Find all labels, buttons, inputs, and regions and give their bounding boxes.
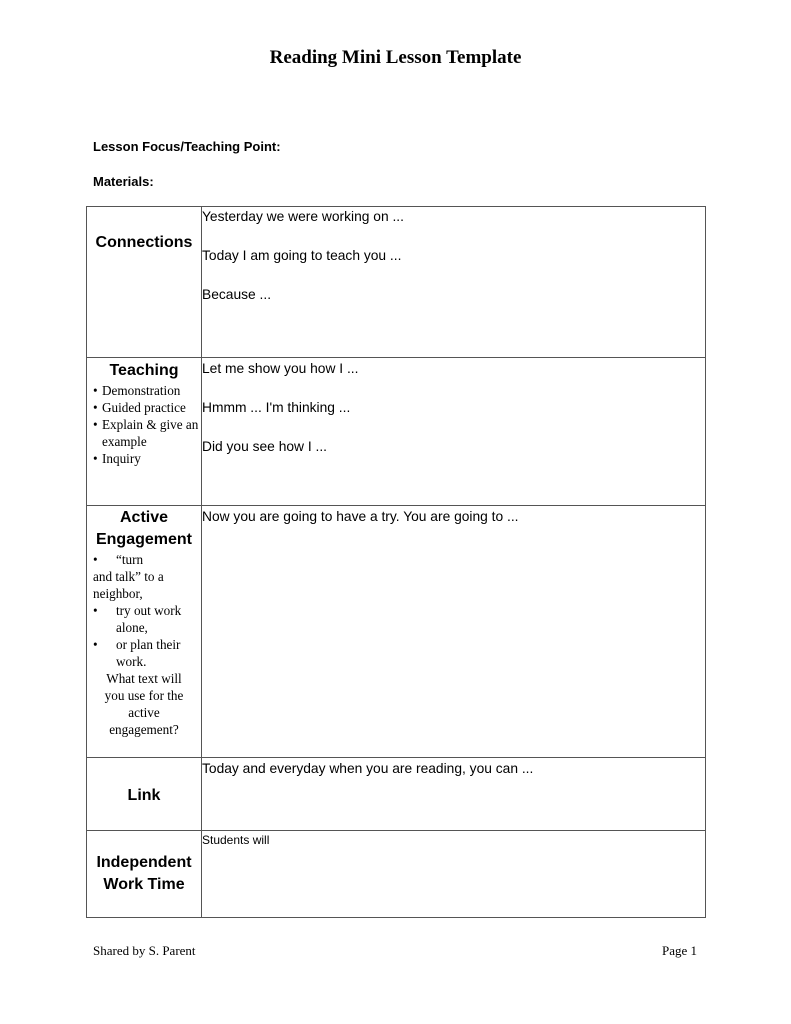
engagement-option-line2: and talk” to a neighbor, — [93, 569, 164, 601]
connections-prompt-2: Today I am going to teach you ... — [202, 248, 402, 263]
teaching-label-cell — [87, 358, 202, 506]
engagement-option-list — [87, 602, 201, 670]
engagement-question: What text will you use for the active engagement? — [104, 671, 184, 737]
active-engagement-heading-line1: Active — [119, 509, 169, 526]
connections-content-cell[interactable] — [202, 207, 706, 358]
engagement-option-item: • try out work alone, — [93, 602, 201, 636]
teaching-row — [87, 358, 706, 506]
teaching-method-item: • Inquiry — [93, 450, 201, 467]
engagement-option-line1: “turn — [116, 552, 144, 567]
link-label-cell — [87, 758, 202, 831]
active-engagement-label-cell — [87, 506, 202, 758]
link-content-cell[interactable] — [202, 758, 706, 831]
document-title: Reading Mini Lesson Template — [269, 47, 522, 68]
independent-row — [87, 831, 706, 918]
connections-label-cell — [87, 207, 202, 358]
teaching-prompt-3: Did you see how I ... — [202, 439, 328, 454]
teaching-heading: Teaching — [109, 362, 179, 379]
active-engagement-content-cell[interactable] — [202, 506, 706, 758]
active-engagement-row — [87, 506, 706, 758]
footer-credit: Shared by S. Parent — [93, 943, 196, 958]
engagement-option-item: • or plan their work. — [93, 636, 201, 670]
active-engagement-prompt: Now you are going to have a try. You are going to ... — [202, 509, 519, 524]
lesson-focus-label: Lesson Focus/Teaching Point: — [93, 139, 281, 154]
materials-label: Materials: — [93, 174, 154, 189]
teaching-method-item: • Demonstration — [93, 382, 201, 399]
active-engagement-heading-line2: Engagement — [95, 531, 192, 548]
teaching-content-cell[interactable] — [202, 358, 706, 506]
independent-heading-line2: Work Time — [103, 876, 185, 893]
link-heading: Link — [127, 787, 161, 804]
independent-prompt: Students will — [202, 833, 270, 847]
footer-page-number: Page 1 — [661, 943, 697, 958]
teaching-prompt-2: Hmmm ... I'm thinking ... — [202, 400, 351, 415]
independent-label-cell — [87, 831, 202, 918]
link-row — [87, 758, 706, 831]
lesson-table — [86, 206, 706, 918]
independent-content-cell[interactable] — [202, 831, 706, 918]
link-prompt: Today and everyday when you are reading, you can ... — [202, 761, 534, 776]
teaching-prompt-1: Let me show you how I ... — [202, 361, 359, 376]
independent-heading-line1: Independent — [96, 854, 192, 871]
engagement-option-turn-talk: • “turn — [93, 552, 144, 567]
teaching-method-item: • Explain & give an example — [93, 416, 201, 450]
connections-heading: Connections — [95, 234, 193, 251]
connections-prompt-1: Yesterday we were working on ... — [202, 209, 404, 224]
connections-row — [87, 207, 706, 358]
connections-prompt-3: Because ... — [202, 287, 272, 302]
teaching-method-item: • Guided practice — [93, 399, 201, 416]
teaching-method-list — [87, 382, 201, 467]
